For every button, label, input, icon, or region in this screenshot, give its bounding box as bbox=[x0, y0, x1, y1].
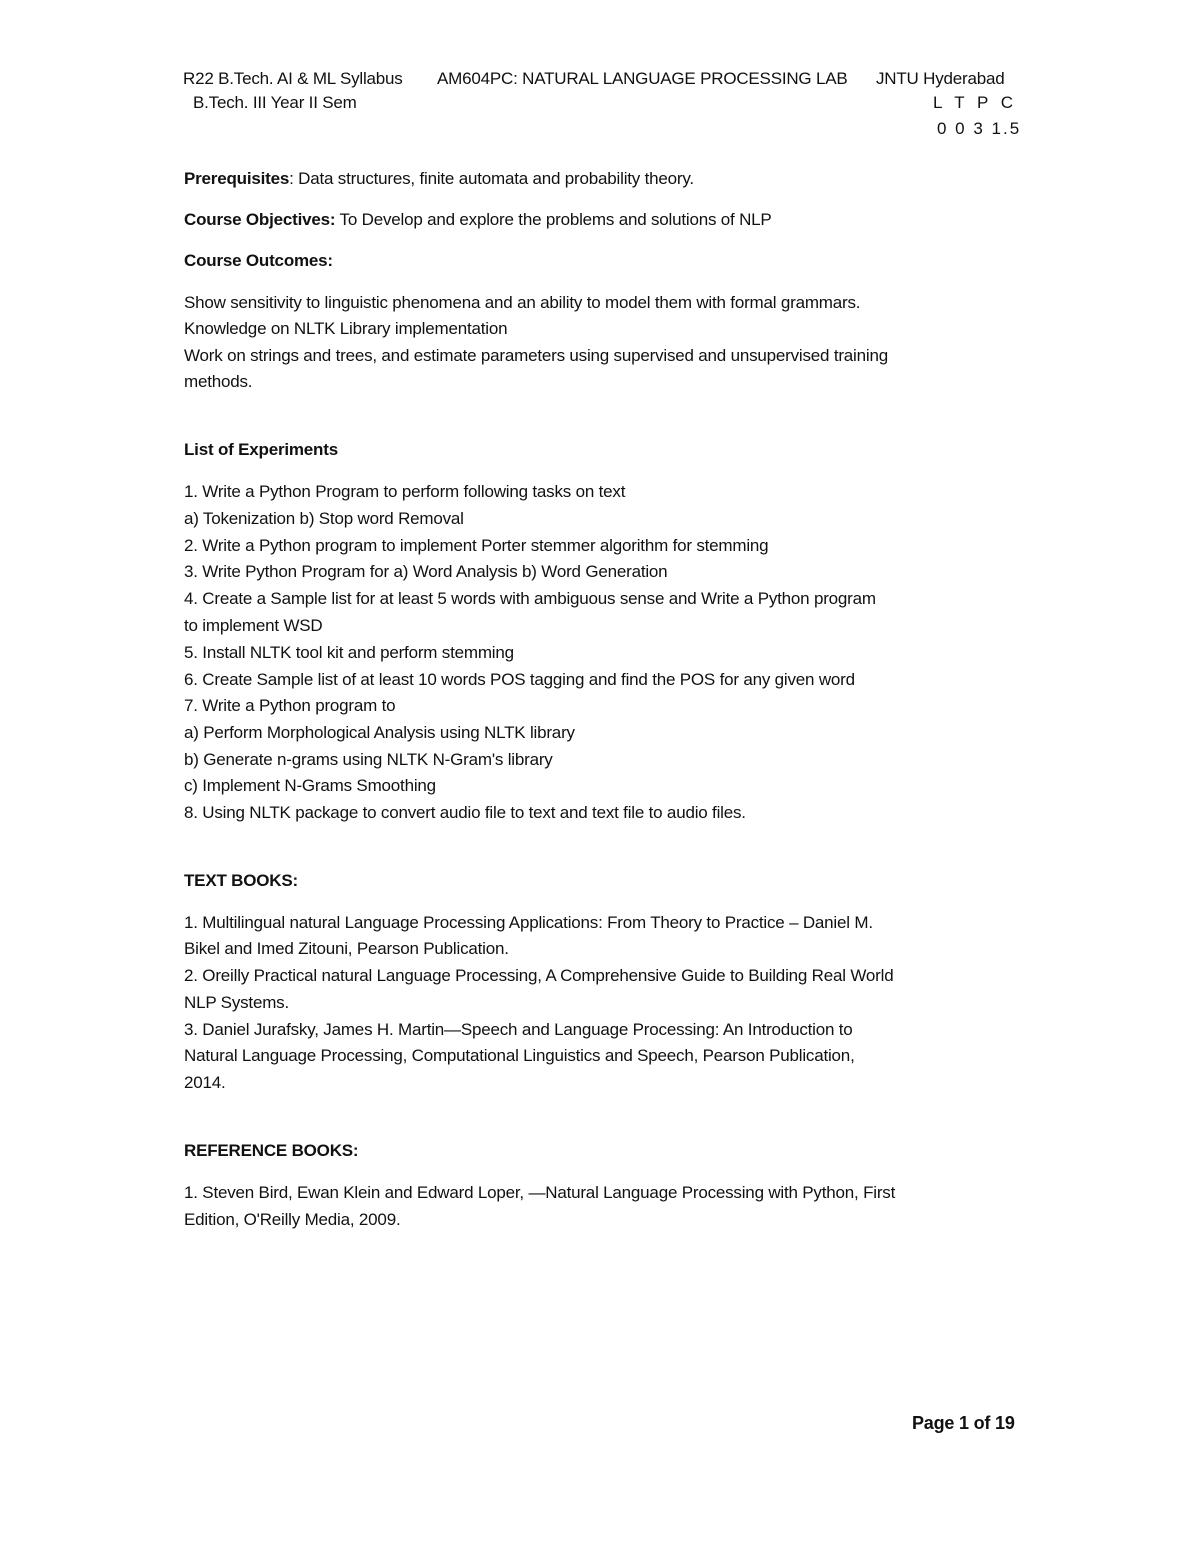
header-ltpc-values: 0 0 3 1.5 bbox=[937, 119, 1022, 138]
experiment-line: 4. Create a Sample list for at least 5 words with ambiguous sense and Write a Python program bbox=[184, 589, 876, 608]
experiment-line: to implement WSD bbox=[184, 616, 323, 635]
reference-line: Edition, O'Reilly Media, 2009. bbox=[184, 1210, 401, 1229]
outcome-line: Knowledge on NLTK Library implementation bbox=[184, 319, 508, 338]
experiment-line: 2. Write a Python program to implement Porter stemmer algorithm for stemming bbox=[184, 536, 769, 555]
page-number: Page 1 of 19 bbox=[912, 1413, 1015, 1433]
textbook-line: 1. Multilingual natural Language Processing Applications: From Theory to Practice – Daniel M. bbox=[184, 913, 873, 932]
experiment-line: 5. Install NLTK tool kit and perform stemming bbox=[184, 643, 514, 662]
outcome-line: Work on strings and trees, and estimate parameters using supervised and unsupervised training bbox=[184, 346, 888, 365]
reference-line: 1. Steven Bird, Ewan Klein and Edward Loper, ―Natural Language Processing with Python, First bbox=[184, 1183, 896, 1202]
outcome-line: methods. bbox=[184, 372, 253, 391]
prerequisites-text: : Data structures, finite automata and probability theory. bbox=[289, 169, 694, 188]
header-ltpc-label: L T P C bbox=[933, 93, 1018, 112]
experiment-line: 8. Using NLTK package to convert audio file to text and text file to audio files. bbox=[184, 803, 746, 822]
header-semester: B.Tech. III Year II Sem bbox=[193, 93, 357, 112]
experiment-line: a) Perform Morphological Analysis using NLTK library bbox=[184, 723, 575, 742]
outcome-line: Show sensitivity to linguistic phenomena and an ability to model them with formal grammars. bbox=[184, 293, 861, 312]
textbook-line: 2014. bbox=[184, 1073, 226, 1092]
textbooks-heading: TEXT BOOKS: bbox=[184, 871, 298, 890]
experiment-line: 1. Write a Python Program to perform following tasks on text bbox=[184, 482, 626, 501]
header-course-title: AM604PC: NATURAL LANGUAGE PROCESSING LAB bbox=[437, 69, 848, 88]
experiment-line: 7. Write a Python program to bbox=[184, 696, 396, 715]
prerequisites bbox=[184, 168, 694, 190]
prerequisites-label: Prerequisites bbox=[184, 169, 290, 188]
header-syllabus: R22 B.Tech. AI & ML Syllabus bbox=[183, 69, 403, 88]
course-objectives bbox=[184, 209, 772, 231]
experiment-line: 3. Write Python Program for a) Word Analysis b) Word Generation bbox=[184, 562, 668, 581]
experiment-line: a) Tokenization b) Stop word Removal bbox=[184, 509, 464, 528]
experiment-line: b) Generate n-grams using NLTK N-Gram's library bbox=[184, 750, 553, 769]
header-university: JNTU Hyderabad bbox=[876, 69, 1005, 88]
experiment-line: c) Implement N-Grams Smoothing bbox=[184, 776, 436, 795]
textbook-line: NLP Systems. bbox=[184, 993, 289, 1012]
references-heading: REFERENCE BOOKS: bbox=[184, 1141, 359, 1160]
objectives-text: To Develop and explore the problems and solutions of NLP bbox=[335, 210, 772, 229]
experiment-line: 6. Create Sample list of at least 10 words POS tagging and find the POS for any given word bbox=[184, 670, 855, 689]
outcomes-heading: Course Outcomes: bbox=[184, 251, 333, 270]
experiments-heading: List of Experiments bbox=[184, 440, 338, 459]
textbook-line: Bikel and Imed Zitouni, Pearson Publication. bbox=[184, 939, 509, 958]
textbook-line: 2. Oreilly Practical natural Language Processing, A Comprehensive Guide to Building Real World bbox=[184, 966, 894, 985]
textbook-line: 3. Daniel Jurafsky, James H. Martin―Speech and Language Processing: An Introduction to bbox=[184, 1020, 853, 1039]
objectives-label: Course Objectives: bbox=[184, 210, 336, 229]
textbook-line: Natural Language Processing, Computational Linguistics and Speech, Pearson Publication, bbox=[184, 1046, 855, 1065]
